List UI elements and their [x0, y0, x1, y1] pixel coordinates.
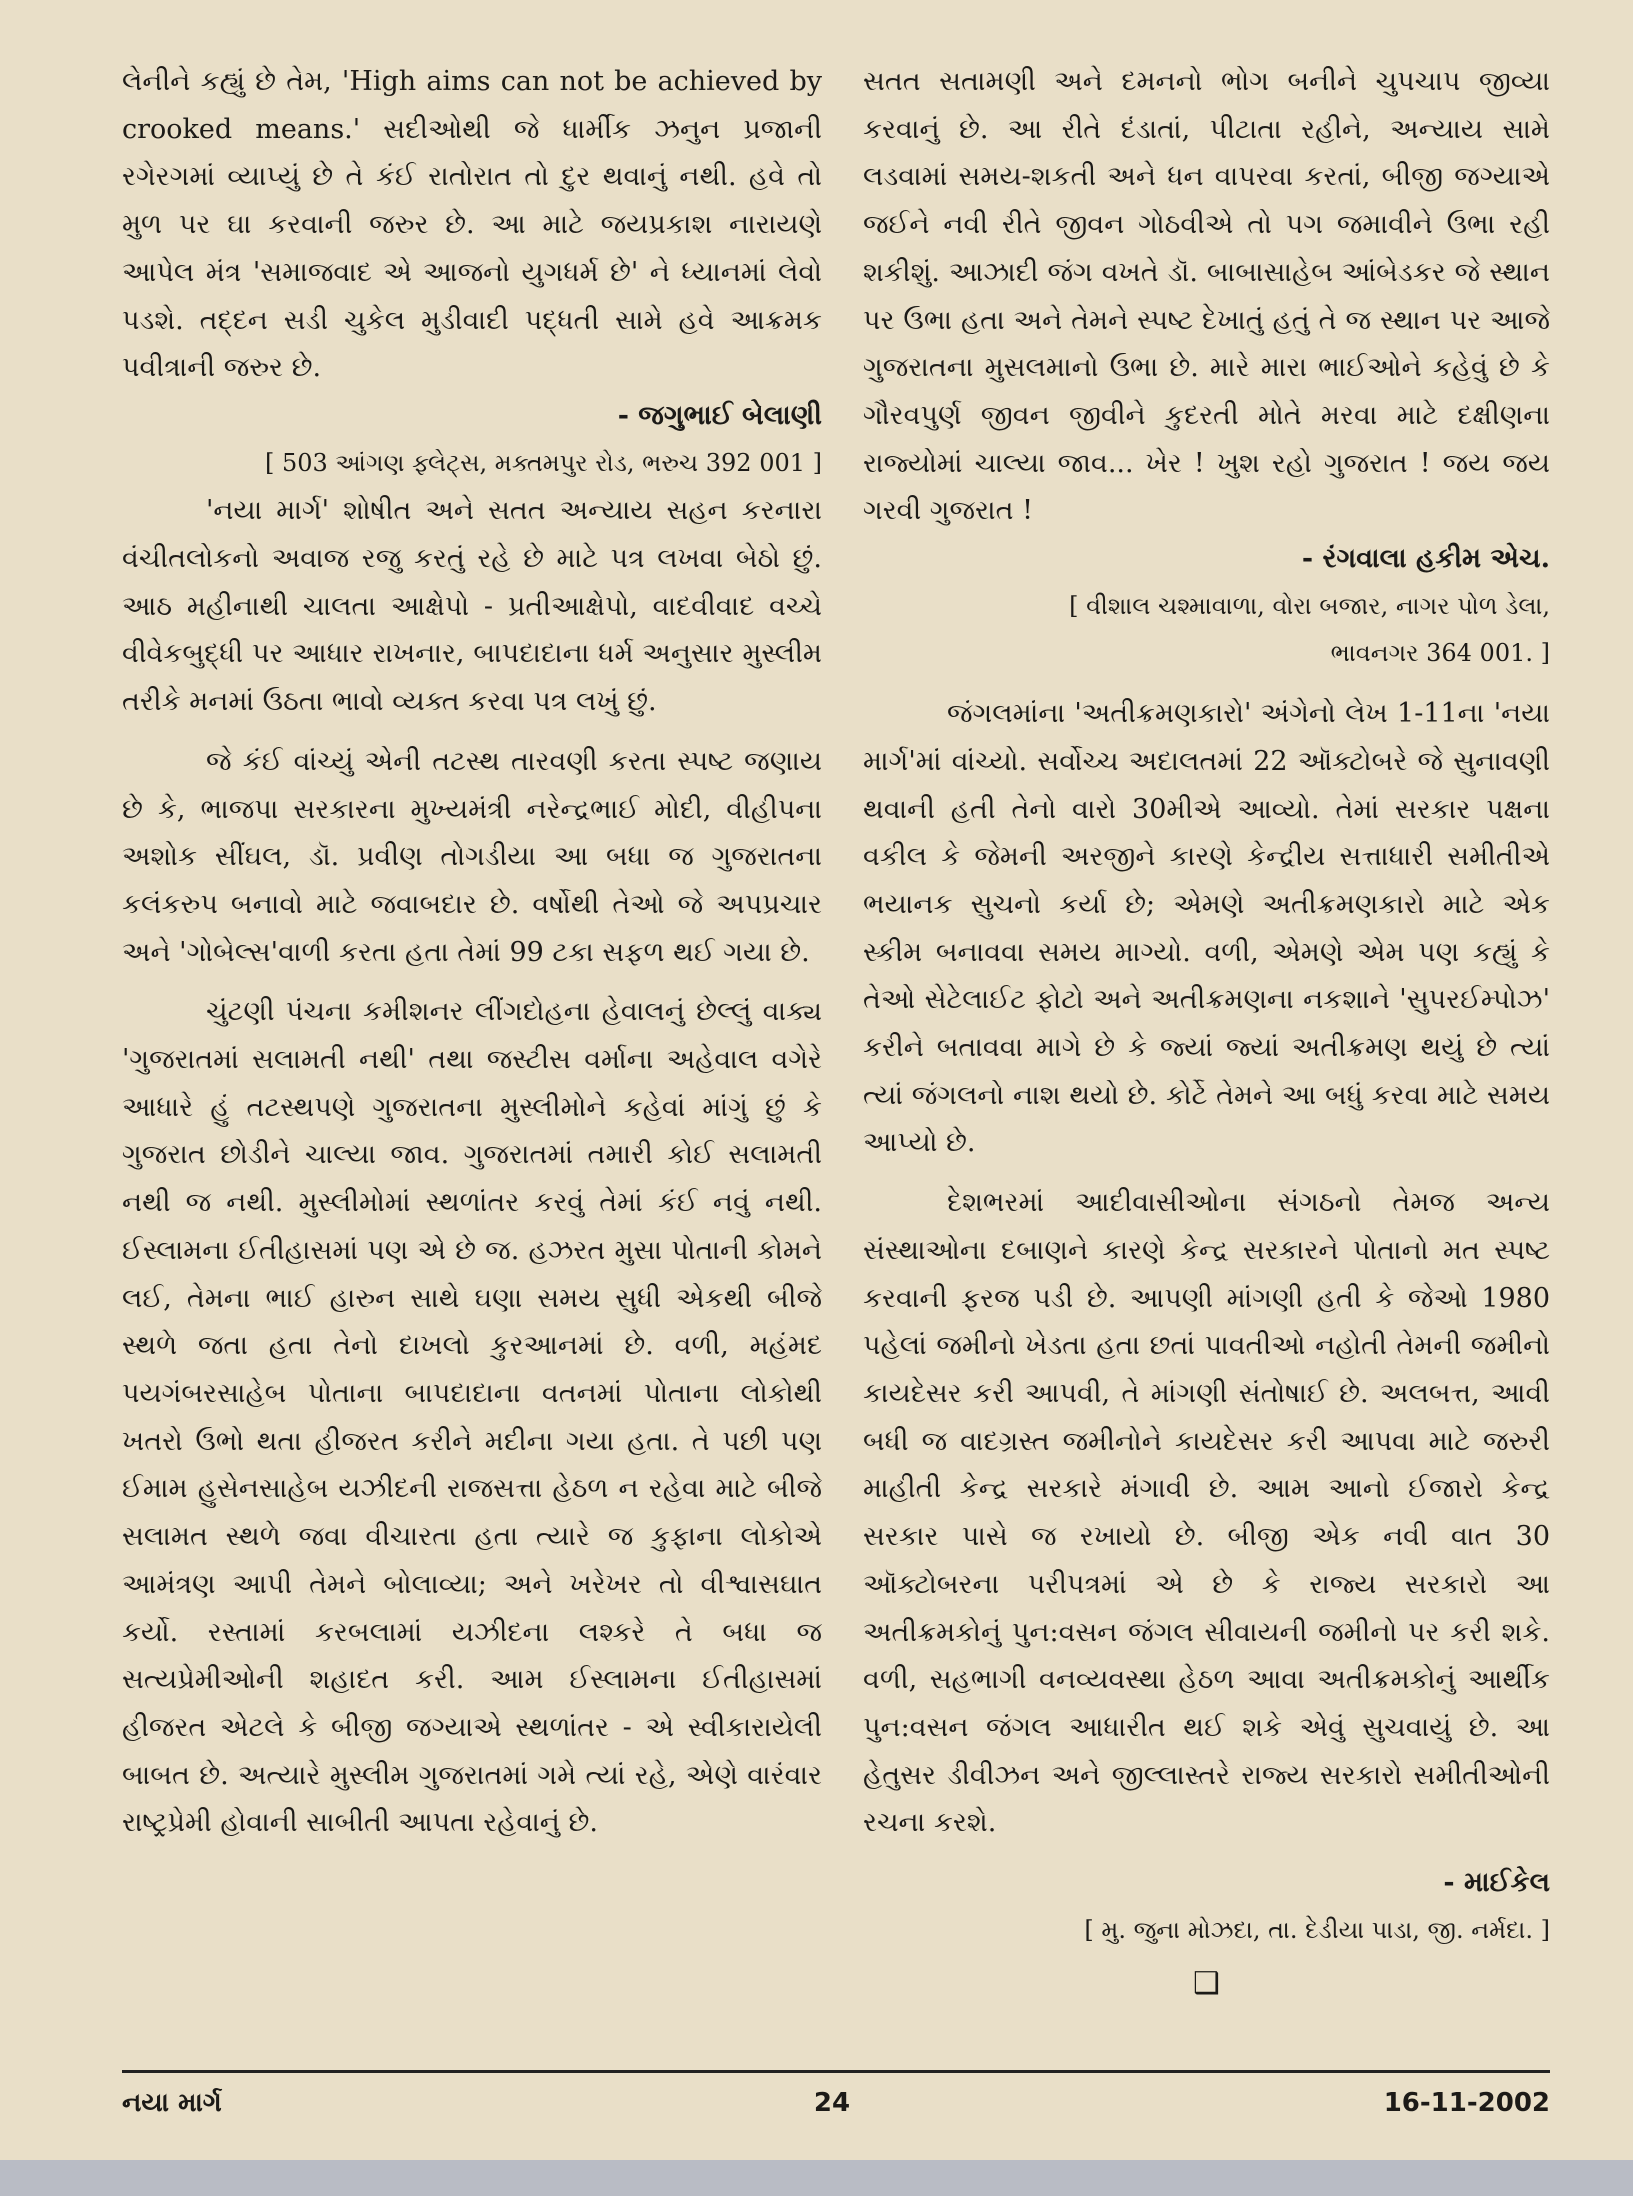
left-paragraph-3: જે કંઈ વાંચ્યું એની તટસ્થ તારવણી કરતા સ્પષ્ટ જણાય છે કે, ભાજપા સરકારના મુખ્યમંત્રી નરેન્દ્રભાઈ મોદી, વીહીપના અશોક સીંઘલ, ડૉ. પ્રવીણ તોગડીયા આ બધા જ ગુજરાતના કલંકરુપ બનાવો માટે જવાબદાર છે. વર્ષોથી તેઓ જે અપપ્રચાર અને 'ગોબેલ્સ'વાળી કરતા હતા તેમાં 99 ટકા સફળ થઈ ગયા છે. [122, 745, 822, 968]
footer-publication-name: નયા માર્ગ [122, 2088, 222, 2118]
footer-date: 16-11-2002 [1383, 2088, 1550, 2118]
right-address-1-line-1: [ વીશાલ ચશ્માવાળા, વોરા બજાર, નાગર પોળ ડેલા, [1069, 591, 1550, 620]
right-signature-2: - માઈકેલ [1443, 1867, 1550, 1899]
left-paragraph-1: લેનીને કહ્યું છે તેમ, 'High aims can not be achieved by crooked means.' સદીઓથી જે ધાર્મીક ઝનુન પ્રજાની રગેરગમાં વ્યાપ્યું છે તે કંઈ રાતોરાત તો દુર થવાનું નથી. હવે તો મુળ પર ઘા કરવાની જરુર છે. આ માટે જયપ્રકાશ નારાયણે આપેલ મંત્ર 'સમાજવાદ એ આજનો યુગધર્મ છે' ને ધ્યાનમાં લેવો પડશે. તદ્દન સડી ચુકેલ મુડીવાદી પદ્ધતી સામે હવે આક્રમક પવીત્રાની જરુર છે. [122, 66, 822, 384]
scan-bottom-edge [0, 2160, 1633, 2196]
left-paragraph-4: ચુંટણી પંચના કમીશનર લીંગદોહના હેવાલનું છેલ્લું વાક્ય 'ગુજરાતમાં સલામતી નથી' તથા જસ્ટીસ વર્માના અહેવાલ વગેરે આધારે હું તટસ્થપણે ગુજરાતના મુસ્લીમોને કહેવાં માંગું છું કે ગુજરાત છોડીને ચાલ્યા જાવ. ગુજરાતમાં તમારી કોઈ સલામતી નથી જ નથી. મુસ્લીમોમાં સ્થળાંતર કરવું તેમાં કંઈ નવું નથી. ઈસ્લામના ઈતીહાસમાં પણ એ છે જ. હઝરત મુસા પોતાની કોમને લઈ, તેમના ભાઈ હારુન સાથે ઘણા સમય સુધી એકથી બીજે સ્થળે જતા હતા તેનો દાખલો કુરઆનમાં છે. વળી, મહંમદ પયગંબરસાહેબ પોતાના બાપદાદાના વતનમાં પોતાના લોકોથી ખતરો ઉભો થતા હીજરત કરીને મદીના ગયા હતા. તે પછી પણ ઈમામ હુસેનસાહેબ યઝીદની રાજસત્તા હેઠળ ન રહેવા માટે બીજે સલામત સ્થળે જવા વીચારતા હતા ત્યારે જ કુફાના લોકોએ આમંત્રણ આપી તેમને બોલાવ્યા; અને ખરેખર તો વીશ્વાસઘાત કર્યો. રસ્તામાં કરબલામાં યઝીદના લશ્કરે તે બધા જ સત્યપ્રેમીઓની શહાદત કરી. આમ ઈસ્લામના ઈતીહાસમાં હીજરત એટલે કે બીજી જગ્યાએ સ્થળાંતર - એ સ્વીકારાયેલી બાબત છે. અત્યારે મુસ્લીમ ગુજરાતમાં ગમે ત્યાં રહે, એણે વારંવાર રાષ્ટ્રપ્રેમી હોવાની સાબીતી આપતા રહેવાનું છે. [122, 996, 822, 1839]
right-paragraph-3: દેશભરમાં આદીવાસીઓના સંગઠનો તેમજ અન્ય સંસ્થાઓના દબાણને કારણે કેન્દ્ર સરકારને પોતાનો મત સ્પષ્ટ કરવાની ફરજ પડી છે. આપણી માંગણી હતી કે જેઓ 1980 પહેલાં જમીનો ખેડતા હતા છતાં પાવતીઓ નહોતી તેમની જમીનો કાયદેસર કરી આપવી, તે માંગણી સંતોષાઈ છે. અલબત્ત, આવી બધી જ વાદગ્રસ્ત જમીનોને કાયદેસર કરી આપવા માટે જરુરી માહીતી કેન્દ્ર સરકારે મંગાવી છે. આમ આનો ઈજારો કેન્દ્ર સરકાર પાસે જ રખાયો છે. બીજી એક નવી વાત 30 ઑક્ટોબરના પરીપત્રમાં એ છે કે રાજ્ય સરકારો આ અતીક્રમકોનું પુન:વસન જંગલ સીવાયની જમીનો પર કરી શકે. વળી, સહભાગી વનવ્યવસ્થા હેઠળ આવા અતીક્રમકોનું આર્થીક પુન:વસન જંગલ આધારીત થઈ શકે એવું સુચવાયું છે. આ હેતુસર ડીવીઝન અને જીલ્લાસ્તરે રાજ્ય સરકારો સમીતીઓની રચના કરશે. [863, 1187, 1550, 1839]
left-address-1: [ 503 આંગણ ફ્લેટ્સ, મક્તમપુર રોડ, ભરુચ 392 001 ] [264, 448, 822, 477]
right-paragraph-1: સતત સતામણી અને દમનનો ભોગ બનીને ચુપચાપ જીવ્યા કરવાનું છે. આ રીતે દંડાતાં, પીટાતા રહીને, અન્યાય સામે લડવામાં સમય-શકતી અને ધન વાપરવા કરતાં, બીજી જગ્યાએ જઈને નવી રીતે જીવન ગોઠવીએ તો પગ જમાવીને ઉભા રહી શકીશું. આઝાદી જંગ વખતે ડૉ. બાબાસાહેબ આંબેડકર જે સ્થાન પર ઉભા હતા અને તેમને સ્પષ્ટ દેખાતું હતું તે જ સ્થાન પર આજે ગુજરાતના મુસલમાનો ઉભા છે. મારે મારા ભાઈઓને કહેવું છે કે ગૌરવપુર્ણ જીવન જીવીને કુદરતી મોતે મરવા માટે દક્ષીણના રાજ્યોમાં ચાલ્યા જાવ... ખેર ! ખુશ રહો ગુજરાત ! જય જય ગરવી ગુજરાત ! [863, 66, 1550, 527]
right-address-2: [ મુ. જુના મોઝદા, તા. દેડીયા પાડા, જી. નર્મદા. ] [1084, 1915, 1550, 1944]
left-signature-1: - જગુભાઈ બેલાણી [617, 399, 822, 431]
right-address-1-line-2: ભાવનગર 364 001. ] [1330, 639, 1550, 668]
footer-rule [122, 2070, 1550, 2073]
left-paragraph-2: 'નયા માર્ગ' શોષીત અને સતત અન્યાય સહન કરનારા વંચીતલોકનો અવાજ રજુ કરતું રહે છે માટે પત્ર લખવા બેઠો છું. આઠ મહીનાથી ચાલતા આક્ષેપો - પ્રતીઆક્ષેપો, વાદવીવાદ વચ્ચે વીવેકબુદ્ધી પર આધાર રાખનાર, બાપદાદાના ધર્મ અનુસાર મુસ્લીમ તરીકે મનમાં ઉઠતા ભાવો વ્યક્ત કરવા પત્ર લખું છું. [122, 495, 822, 718]
footer-page-number: 24 [813, 2088, 851, 2118]
right-paragraph-2: જંગલમાંના 'અતીક્રમણકારો' અંગેનો લેખ 1-11ના 'નયા માર્ગ'માં વાંચ્યો. સર્વોચ્ચ અદાલતમાં 22 ઑક્ટોબરે જે સુનાવણી થવાની હતી તેનો વારો 30મીએ આવ્યો. તેમાં સરકાર પક્ષના વકીલ કે જેમની અરજીને કારણે કેન્દ્રીય સત્તાધારી સમીતીએ ભયાનક સુચનો કર્યા છે; એમણે અતીક્રમણકારો માટે એક સ્કીમ બનાવવા સમય માગ્યો. વળી, એમણે એમ પણ કહ્યું કે તેઓ સેટેલાઈટ ફોટો અને અતીક્રમણના નકશાને 'સુપરઈમ્પોઝ' કરીને બતાવવા માગે છે કે જ્યાં જ્યાં અતીક્રમણ થયું છે ત્યાં ત્યાં જંગલનો નાશ થયો છે. કોર્ટે તેમને આ બધું કરવા માટે સમય આપ્યો છે. [863, 698, 1550, 1159]
right-signature-1: - રંગવાલા હકીમ એચ. [1301, 543, 1550, 575]
right-column [863, 58, 1550, 2008]
left-column [122, 58, 822, 1847]
end-of-article-mark: ❑ [1193, 1966, 1220, 2002]
